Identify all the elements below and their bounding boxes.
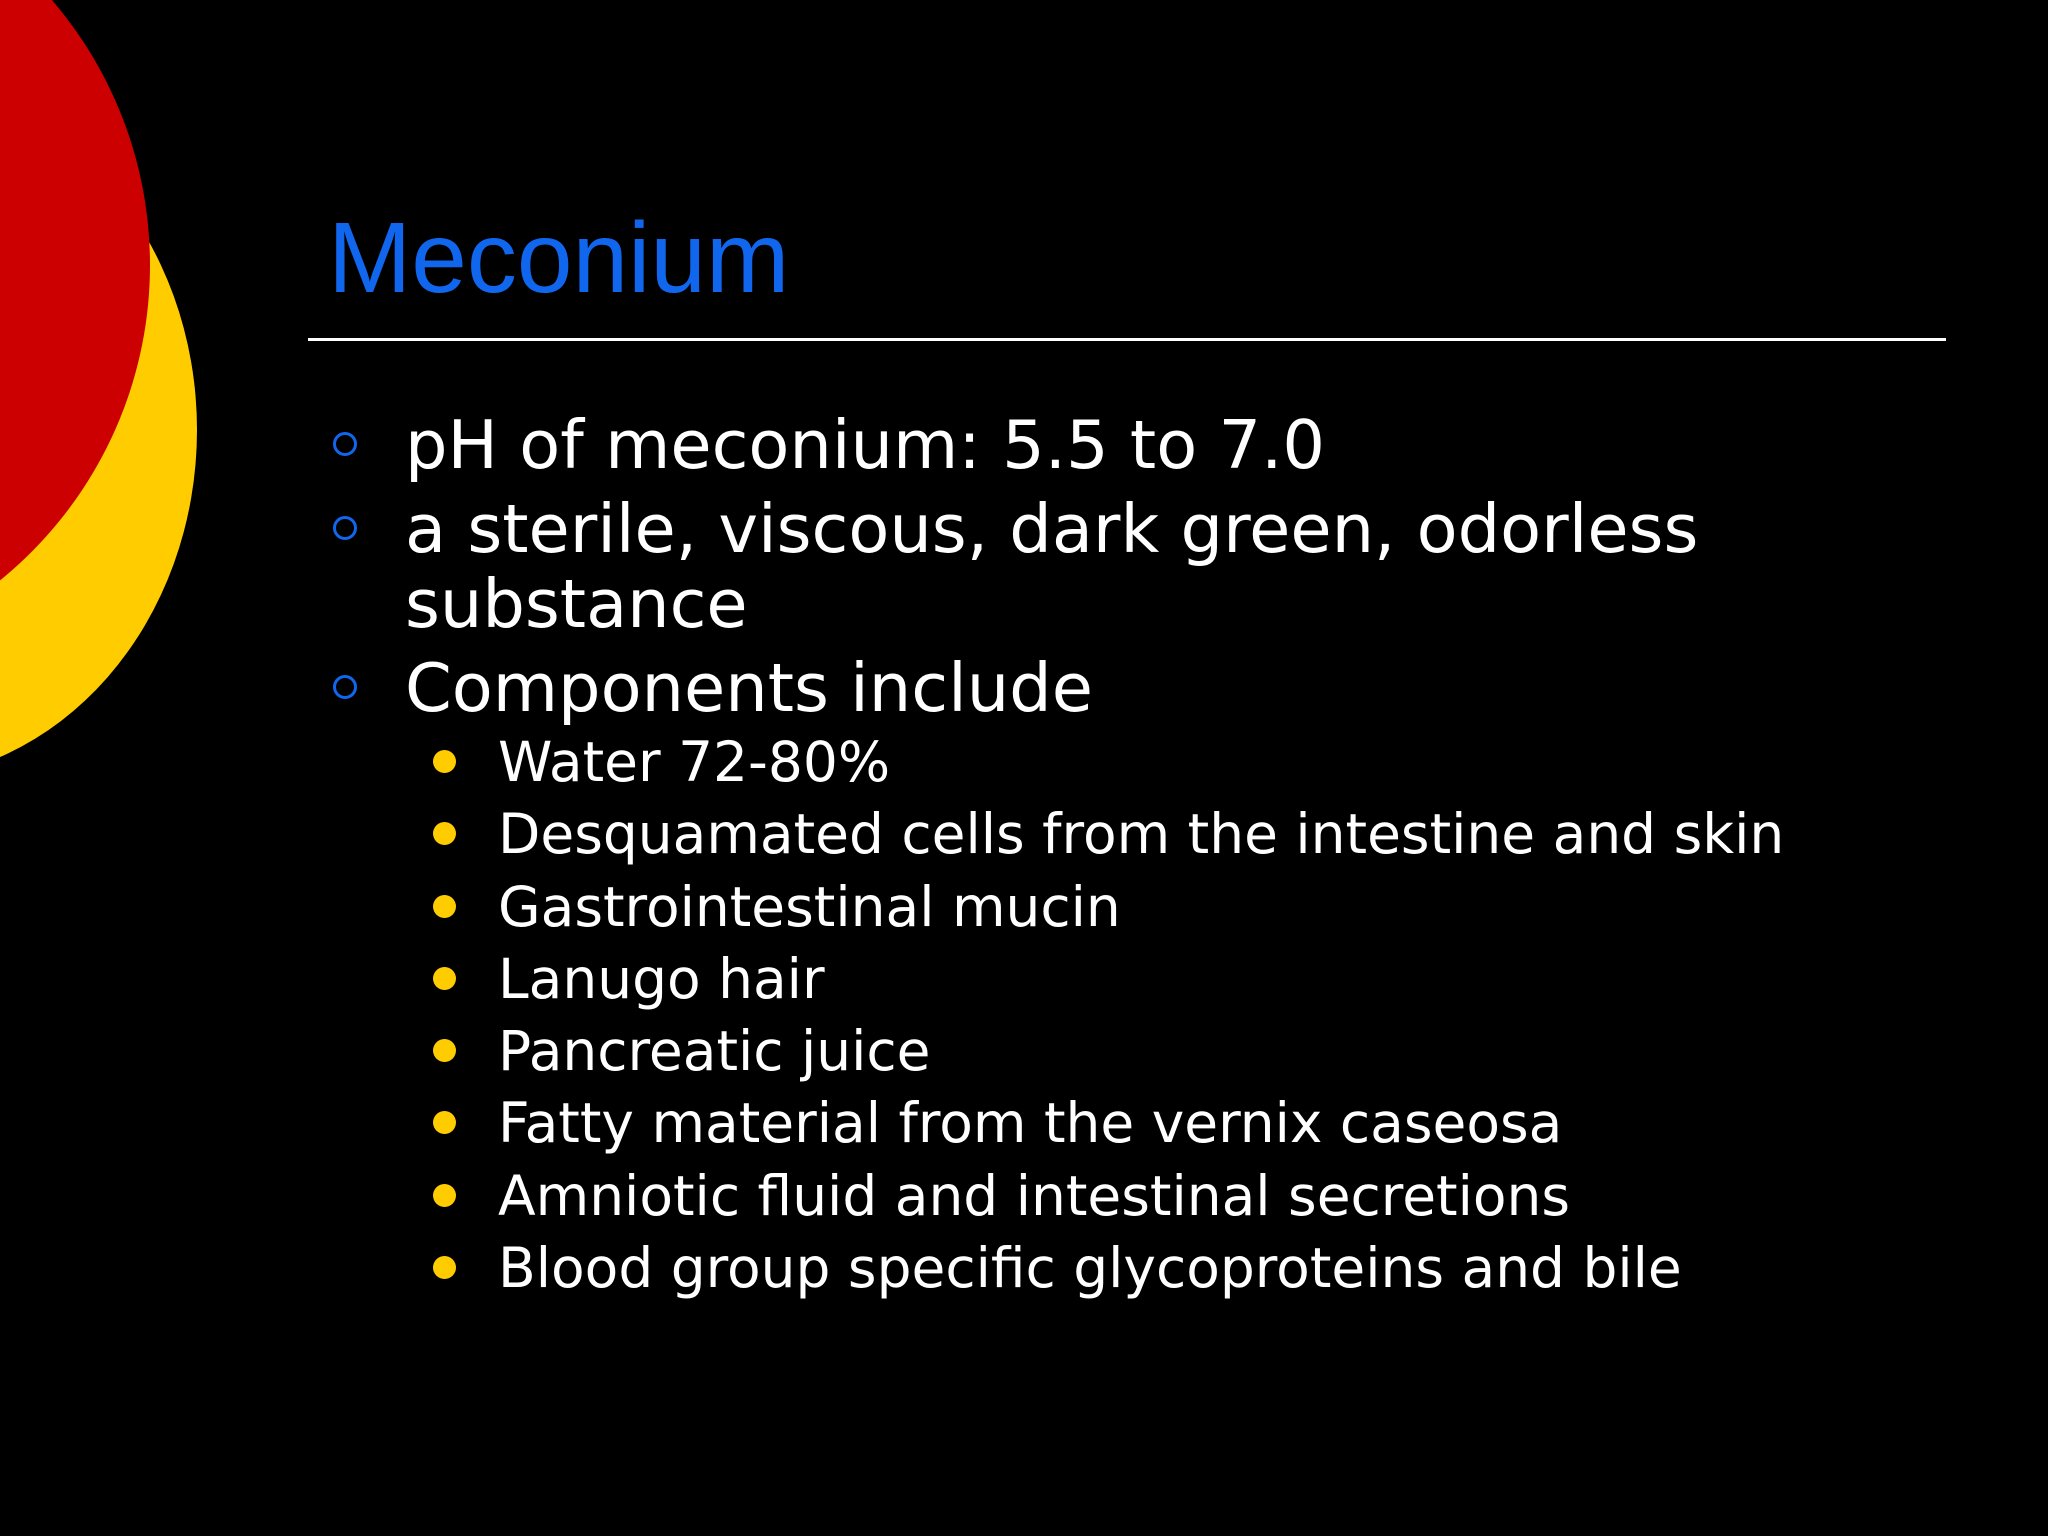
sub-bullet-text: Amniotic fluid and intestinal secretions	[498, 1163, 1571, 1228]
sub-bullet-item	[330, 1087, 2010, 1159]
filled-circle-bullet-icon	[433, 1184, 456, 1207]
hollow-circle-bullet-icon	[333, 516, 357, 540]
hollow-circle-bullet-icon	[333, 432, 357, 456]
sub-bullet-item	[330, 1015, 2010, 1087]
bullet-list	[330, 408, 2010, 1313]
bullet-text: Components include	[405, 649, 1093, 727]
filled-circle-bullet-icon	[433, 1039, 456, 1062]
sub-bullet-text: Blood group specific glycoproteins and bile	[498, 1236, 1682, 1301]
hollow-circle-bullet-icon	[333, 675, 357, 699]
filled-circle-bullet-icon	[433, 1111, 456, 1134]
sub-bullet-item	[330, 1160, 2010, 1232]
bullet-item	[330, 492, 2010, 642]
bullet-text: pH of meconium: 5.5 to 7.0	[405, 406, 1326, 484]
bullet-item	[330, 651, 2010, 1304]
sub-bullet-item	[330, 1232, 2010, 1304]
title-divider	[308, 338, 1946, 341]
bullet-text: a sterile, viscous, dark green, odorless substance	[405, 490, 1699, 643]
sub-bullet-text: Lanugo hair	[498, 946, 825, 1011]
sub-bullet-item	[330, 871, 2010, 943]
sub-bullet-list	[330, 726, 2010, 1304]
sub-bullet-item	[330, 798, 2010, 870]
sub-bullet-text: Gastrointestinal mucin	[498, 874, 1121, 939]
sub-bullet-text: Fatty material from the vernix caseosa	[498, 1091, 1563, 1156]
filled-circle-bullet-icon	[433, 967, 456, 990]
filled-circle-bullet-icon	[433, 750, 456, 773]
filled-circle-bullet-icon	[433, 895, 456, 918]
slide-title: Meconium	[328, 202, 790, 314]
sub-bullet-text: Water 72-80%	[498, 730, 891, 794]
sub-bullet-item	[330, 943, 2010, 1015]
sub-bullet-text: Pancreatic juice	[498, 1019, 931, 1084]
filled-circle-bullet-icon	[433, 1256, 456, 1279]
sub-bullet-item	[330, 726, 2010, 798]
sub-bullet-text: Desquamated cells from the intestine and skin	[498, 802, 1785, 867]
filled-circle-bullet-icon	[433, 822, 456, 845]
bullet-item	[330, 408, 2010, 483]
